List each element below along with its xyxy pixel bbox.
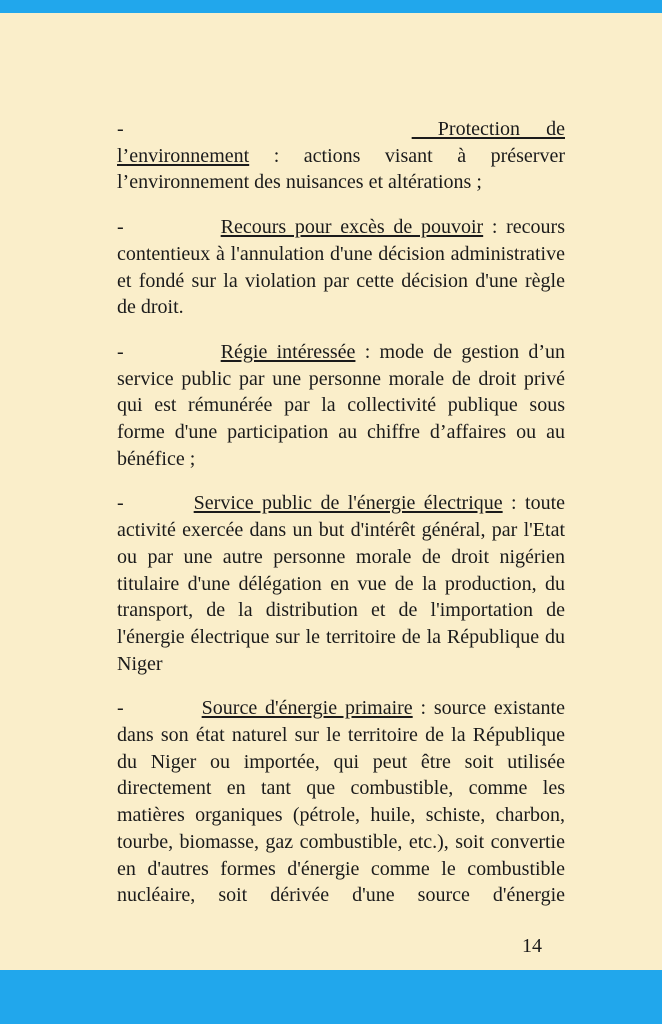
- list-dash: -: [117, 118, 124, 140]
- list-dash: -: [117, 492, 124, 515]
- list-dash: -: [117, 340, 124, 363]
- underlined-term: Protection de l’environnement: [117, 118, 565, 167]
- definition-text: : recours contentieux à l'annulation d'une décision administrative et fondé sur la violation par cette décision d'une règle de droit.: [117, 216, 565, 319]
- definition-protection-environnement: [117, 116, 565, 196]
- definition-text: : source existante dans son état naturel sur le territoire de la République du Niger ou importée, qui peut être soit utilisée directement en tant que combustible, comme les matières organiques (pétrole, huile, schiste, charbon, tourbe, biomasse, gaz combustible, etc.), soit convertie en d'autres formes d'énergie comme le combustible nucléaire, soit dérivée d'une source d'énergie: [117, 697, 565, 907]
- definition-service-public-energie: [117, 490, 565, 677]
- definition-text: : toute activité exercée dans un but d'intérêt général, par l'Etat ou par une autre personne morale de droit nigérien titulaire d'une délégation en vue de la production, du transport, de la distribution et de l'importation de l'énergie électrique sur le territoire de la République du Niger: [117, 492, 566, 675]
- tab-spacer: [124, 134, 412, 135]
- definition-text: : actions visant à préserver l’environnement des nuisances et altérations ;: [117, 144, 565, 194]
- document-text-block: [117, 116, 565, 909]
- list-dash: -: [117, 216, 124, 239]
- tab-spacer: [124, 232, 221, 233]
- underlined-term: Service public de l'énergie électrique: [193, 492, 503, 515]
- bottom-blue-band: [0, 970, 662, 1024]
- underlined-term: Source d'énergie primaire: [201, 697, 413, 720]
- definition-text: : mode de gestion d’un service public par une personne morale de droit privé qui est rémunérée par la collectivité publique sous forme d'une participation au chiffre d’affaires ou au bénéfice ;: [117, 340, 566, 470]
- top-blue-band: [0, 0, 662, 13]
- definition-regie-interessee: [117, 339, 565, 473]
- tab-spacer: [124, 508, 194, 509]
- tab-spacer: [124, 713, 202, 714]
- definition-source-energie-primaire: [117, 695, 565, 909]
- underlined-term: Régie intéressée: [220, 340, 356, 363]
- tab-spacer: [124, 357, 221, 358]
- page-number: 14: [522, 935, 542, 957]
- underlined-term: Recours pour excès de pouvoir: [220, 216, 484, 239]
- definition-recours-exces-pouvoir: [117, 214, 565, 321]
- list-dash: -: [117, 697, 124, 720]
